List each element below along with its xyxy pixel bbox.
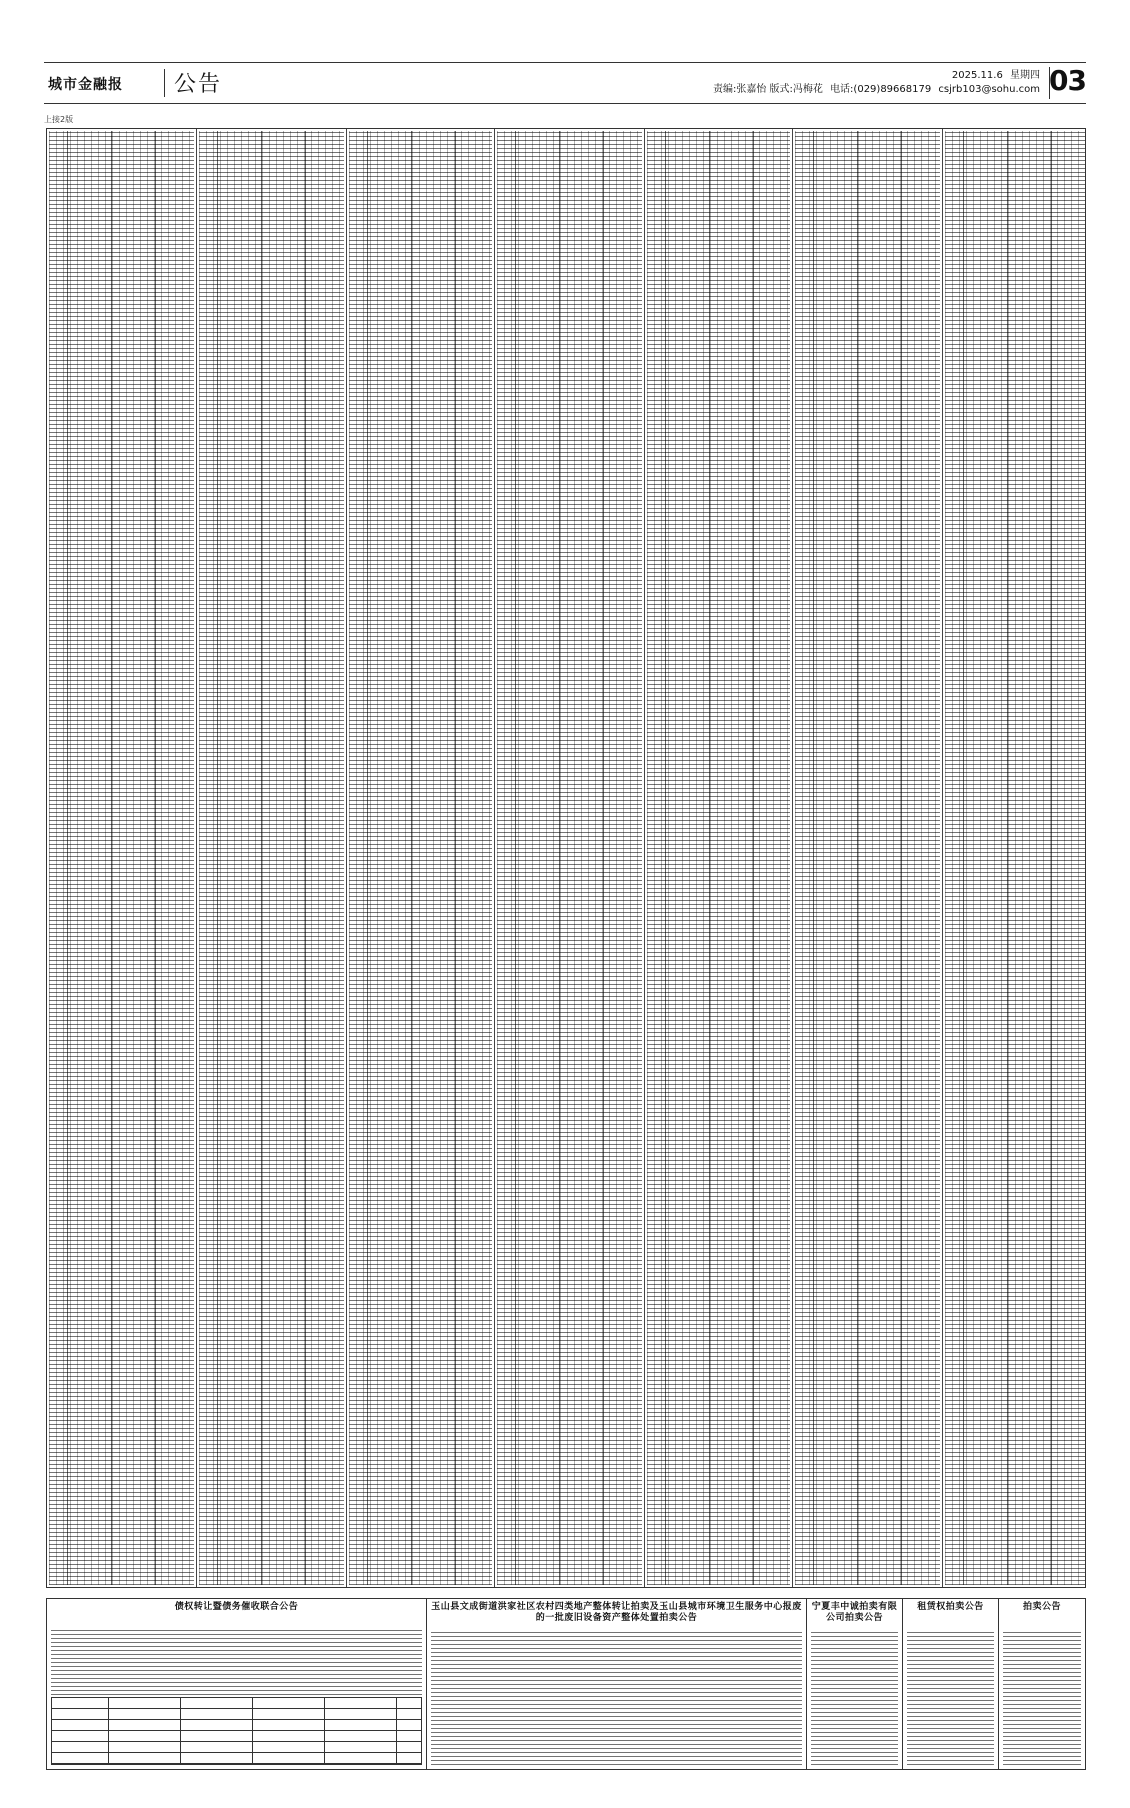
editor-credits: 责编:张嘉怡 版式:冯梅花 (712, 84, 823, 95)
continued-note: 上接2版 (44, 115, 74, 124)
notice-yushan-auction (427, 1599, 807, 1769)
notice-body-text (811, 1629, 898, 1765)
text-column-7 (943, 129, 1087, 1587)
notice-body-text (51, 1629, 422, 1695)
notice-title: 债权转让暨债务催收联合公告 (174, 1602, 299, 1612)
masthead-divider (164, 69, 165, 97)
contact-phone: 电话:(029)89668179 (830, 84, 932, 95)
bottom-notices (46, 1598, 1086, 1770)
notice-ningxia-auction (807, 1599, 903, 1769)
masthead (44, 62, 1086, 104)
issue-date: 2025.11.6 (951, 70, 1003, 81)
notice-body-text (431, 1629, 802, 1765)
notice-title: 玉山县文成街道洪家社区农村四类地产整体转让拍卖及玉山县城市环境卫生服务中心报废的一批废旧设备资产整体处置拍卖公告 (431, 1602, 802, 1623)
column-text-block (647, 131, 790, 1585)
text-column-4 (495, 129, 645, 1587)
column-text-block (199, 131, 344, 1585)
column-text-block (795, 131, 940, 1585)
notice-text-columns (46, 128, 1086, 1588)
notice-title: 宁夏丰中诚拍卖有限公司拍卖公告 (811, 1602, 898, 1623)
notice-lease-auction (903, 1599, 999, 1769)
notice-auction (999, 1599, 1085, 1769)
notice-title: 租赁权拍卖公告 (917, 1602, 984, 1612)
column-text-block (945, 131, 1085, 1585)
paper-name: 城市金融报 (48, 77, 123, 93)
notice-debt-transfer (47, 1599, 427, 1769)
issue-info (709, 69, 1040, 97)
text-column-2 (197, 129, 347, 1587)
column-text-block (349, 131, 492, 1585)
text-column-6 (793, 129, 943, 1587)
notice-table (51, 1697, 422, 1765)
notice-title: 拍卖公告 (1022, 1602, 1061, 1612)
column-text-block (49, 131, 194, 1585)
page-number: 03 (1049, 64, 1086, 97)
text-column-5 (645, 129, 793, 1587)
column-text-block (497, 131, 642, 1585)
text-column-1 (47, 129, 197, 1587)
notice-body-text (1003, 1629, 1081, 1765)
text-column-3 (347, 129, 495, 1587)
section-title: 公告 (174, 72, 223, 97)
contact-email: csjrb103@sohu.com (938, 84, 1040, 95)
notice-body-text (907, 1629, 994, 1765)
issue-weekday: 星期四 (1010, 70, 1040, 81)
